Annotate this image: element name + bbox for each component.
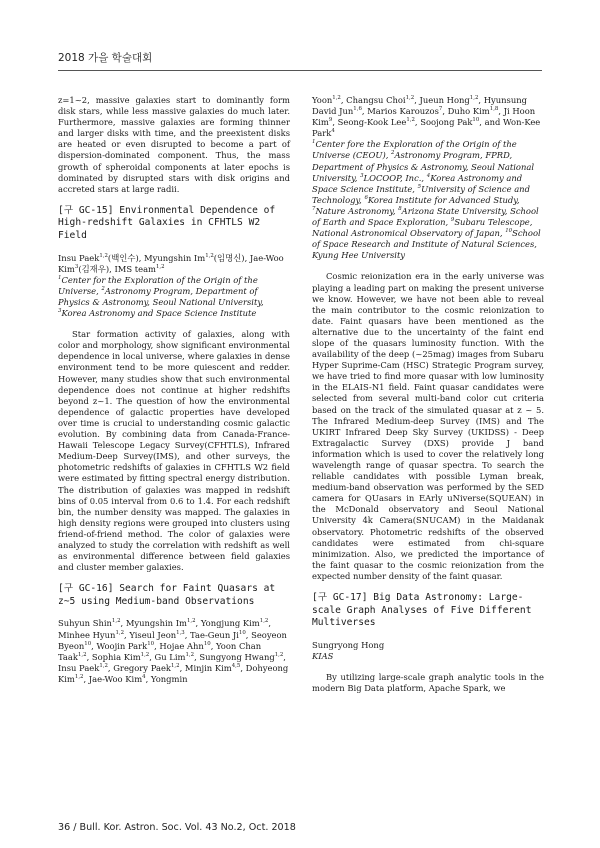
running-header: 2018 가을 학술대회 xyxy=(58,52,153,64)
gc15-affiliations: $^1$Center for the Exploration of the Origin of the Universe, $^2$Astronomy Program, Department of Physics & Astronomy, Seoul National University, $^3$Korea Astronomy and Space Science Institute xyxy=(58,274,264,319)
gc15-title: [구 GC-15] Environmental Dependence of High-redshift Galaxies in CFHTLS W2 Field xyxy=(58,204,276,242)
gc16-authors: Suhyun Shin$^{1,2}$, Myungshin Im$^{1,2}$, Yongjung Kim$^{1,2}$, Minhee Hyun$^{1,2}$, Yiseul Jeon$^{1,3}$, Tae-Geun Ji$^{10}$, Seoyeon Byeon$^{10}$, Woojin Park$^{10}$, Hojae Ahn$^{10}$, Yoon Chan Taak$^{1,2}$, Sophia Kim$^{1,2}$, Gu Lim$^{1,2}$, Sungyong Hwang$^{1,2}$, Insu Paek$^{1,2}$, Gregory Paek$^{1,2}$, Minjin Kim$^{4,5}$, Dohyeong Kim$^{1,2}$, Jae-Woo Kim$^4$, Yongmin xyxy=(58,618,289,684)
gc17-title: [구 GC-17] Big Data Astronomy: Large-scale Graph Analyses of Five Different Multiverses xyxy=(312,592,532,629)
gc17-author: Sungryong Hong xyxy=(312,639,385,650)
gc16-authors-continued: Yoon$^{1,2}$, Changsu Choi$^{1,2}$, Jueun Hong$^{1,2}$, Hyunsung David Jun$^{1,6}$, Marios Karouzos$^7$, Duho Kim$^{1,8}$, Ji Hoon Kim$^9$, Seong-Kook Lee$^{1,2}$, Soojong Pak$^{10}$, and Won-Kee Park$^4$ xyxy=(312,95,541,139)
gc17-affiliation: KIAS xyxy=(312,650,334,661)
header-rule xyxy=(58,70,542,71)
gc16-title: [구 GC-16] Search for Faint Quasars at z~5 using Medium-band Observations xyxy=(58,583,276,607)
gc17-abstract: By utilizing large-scale graph analytic tools in the modern Big Data platform, Apache Spark, we xyxy=(312,672,544,694)
gc16-abstract: Cosmic reionization era in the early universe was playing a leading part on making the present universe we know. However, we have not been able to reveal the main contributor to the cosmic reionization to date. Faint quasars have been mentioned as the alternative due to the uncertainty of the faint end slope of the quasars luminosity function. With the availability of the deep (~25mag) images from Subaru Hyper Suprime-Cam (HSC) Strategic Program survey, we have tried to find more quasar with low luminosity in the ELAIS-N1 field. Faint quasar candidates were selected from several multi-band color cut criteria based on the track of the simulated quasar at z ~ 5. The Infrared Medium-deep Survey (IMS) and The UKIRT Infrared Deep Sky Survey (UKIDSS) - Deep Extragalactic Survey (DXS) provide J band information which is used to cover the relatively long wavelength range of quasar spectra. To search the reliable candidates with possible Lyman break, medium-band observation was performed by the SED camera for QUasars in EArly uNiverse(SQUEAN) in the McDonald observatory and Seoul National University 4k Camera(SNUCAM) in the Maidanak observatory. Photometric redshifts of the observed candidates were estimated from chi-square minimization. Also, we predicted the importance of the faint quasar to the cosmic reionization from the expected number density of the faint quasar. xyxy=(312,271,544,581)
left-column xyxy=(58,95,290,685)
continued-abstract: z=1~2, massive galaxies start to dominantly form disk stars, while less massive galaxies do much later. Furthermore, massive galaxies are forming thinner and larger disks with time, and the preexistent disks are heated or even disrupted to become a part of dispersion-dominated component. Thus, the mass growth of spheroidal components at later epochs is dominated by disrupted stars with disk origins and accreted stars at large radii. xyxy=(58,95,290,194)
gc15-authors: Insu Paek$^{1,2}$(백인수), Myungshin Im$^{1,2}$(임명신), Jae-Woo Kim$^3$(김재우), IMS team$^{1,2}$ xyxy=(58,252,284,274)
page-footer: 36 / Bull. Kor. Astron. Soc. Vol. 43 No.2, Oct. 2018 xyxy=(58,822,296,833)
gc15-abstract: Star formation activity of galaxies, along with color and morphology, show significant environmental dependence in local universe, where galaxies in dense environment tend to be more quiescent and redder. However, many studies show that such environmental dependence does not continue at higher redshifts beyond z~1. The question of how the environmental dependence of galactic properties have developed over time is crucial to understanding cosmic galactic evolution. By combining data from Canada-France-Hawaii Telescope Legacy Survey(CFHTLS), Infrared Medium-Deep Survey(IMS), and other surveys, the photometric redshifts of galaxies in CFHTLS W2 field were estimated by fitting spectral energy distribution. The distribution of galaxies was mapped in redshift bins of 0.05 interval from 0.6 to 1.4. For each redshift bin, the number density was mapped. The galaxies in high density regions were grouped into clusters using friend-of-friend method. The color of galaxies were analyzed to study the correlation with redshift as well as environmental difference between field galaxies and cluster member galaxies. xyxy=(58,329,290,573)
gc16-affiliations: $^1$Center fore the Exploration of the Origin of the Universe (CEOU), $^2$Astronomy Program, FPRD, Department of Physics & Astronomy, Seoul National University, $^3$LOCOOP, Inc., $^4$Korea Astronomy and Space Science Institute, $^5$University of Science and Technology, $^6$Korea Institute for Advanced Study, $^7$Nature Astronomy, $^8$Arizona State University, School of Earth and Space Exploration, $^9$Subaru Telescope, National Astronomical Observatory of Japan, $^{10}$School of Space Research and Institute of Natural Sciences, Kyung Hee University xyxy=(312,139,541,261)
right-column xyxy=(312,95,544,694)
